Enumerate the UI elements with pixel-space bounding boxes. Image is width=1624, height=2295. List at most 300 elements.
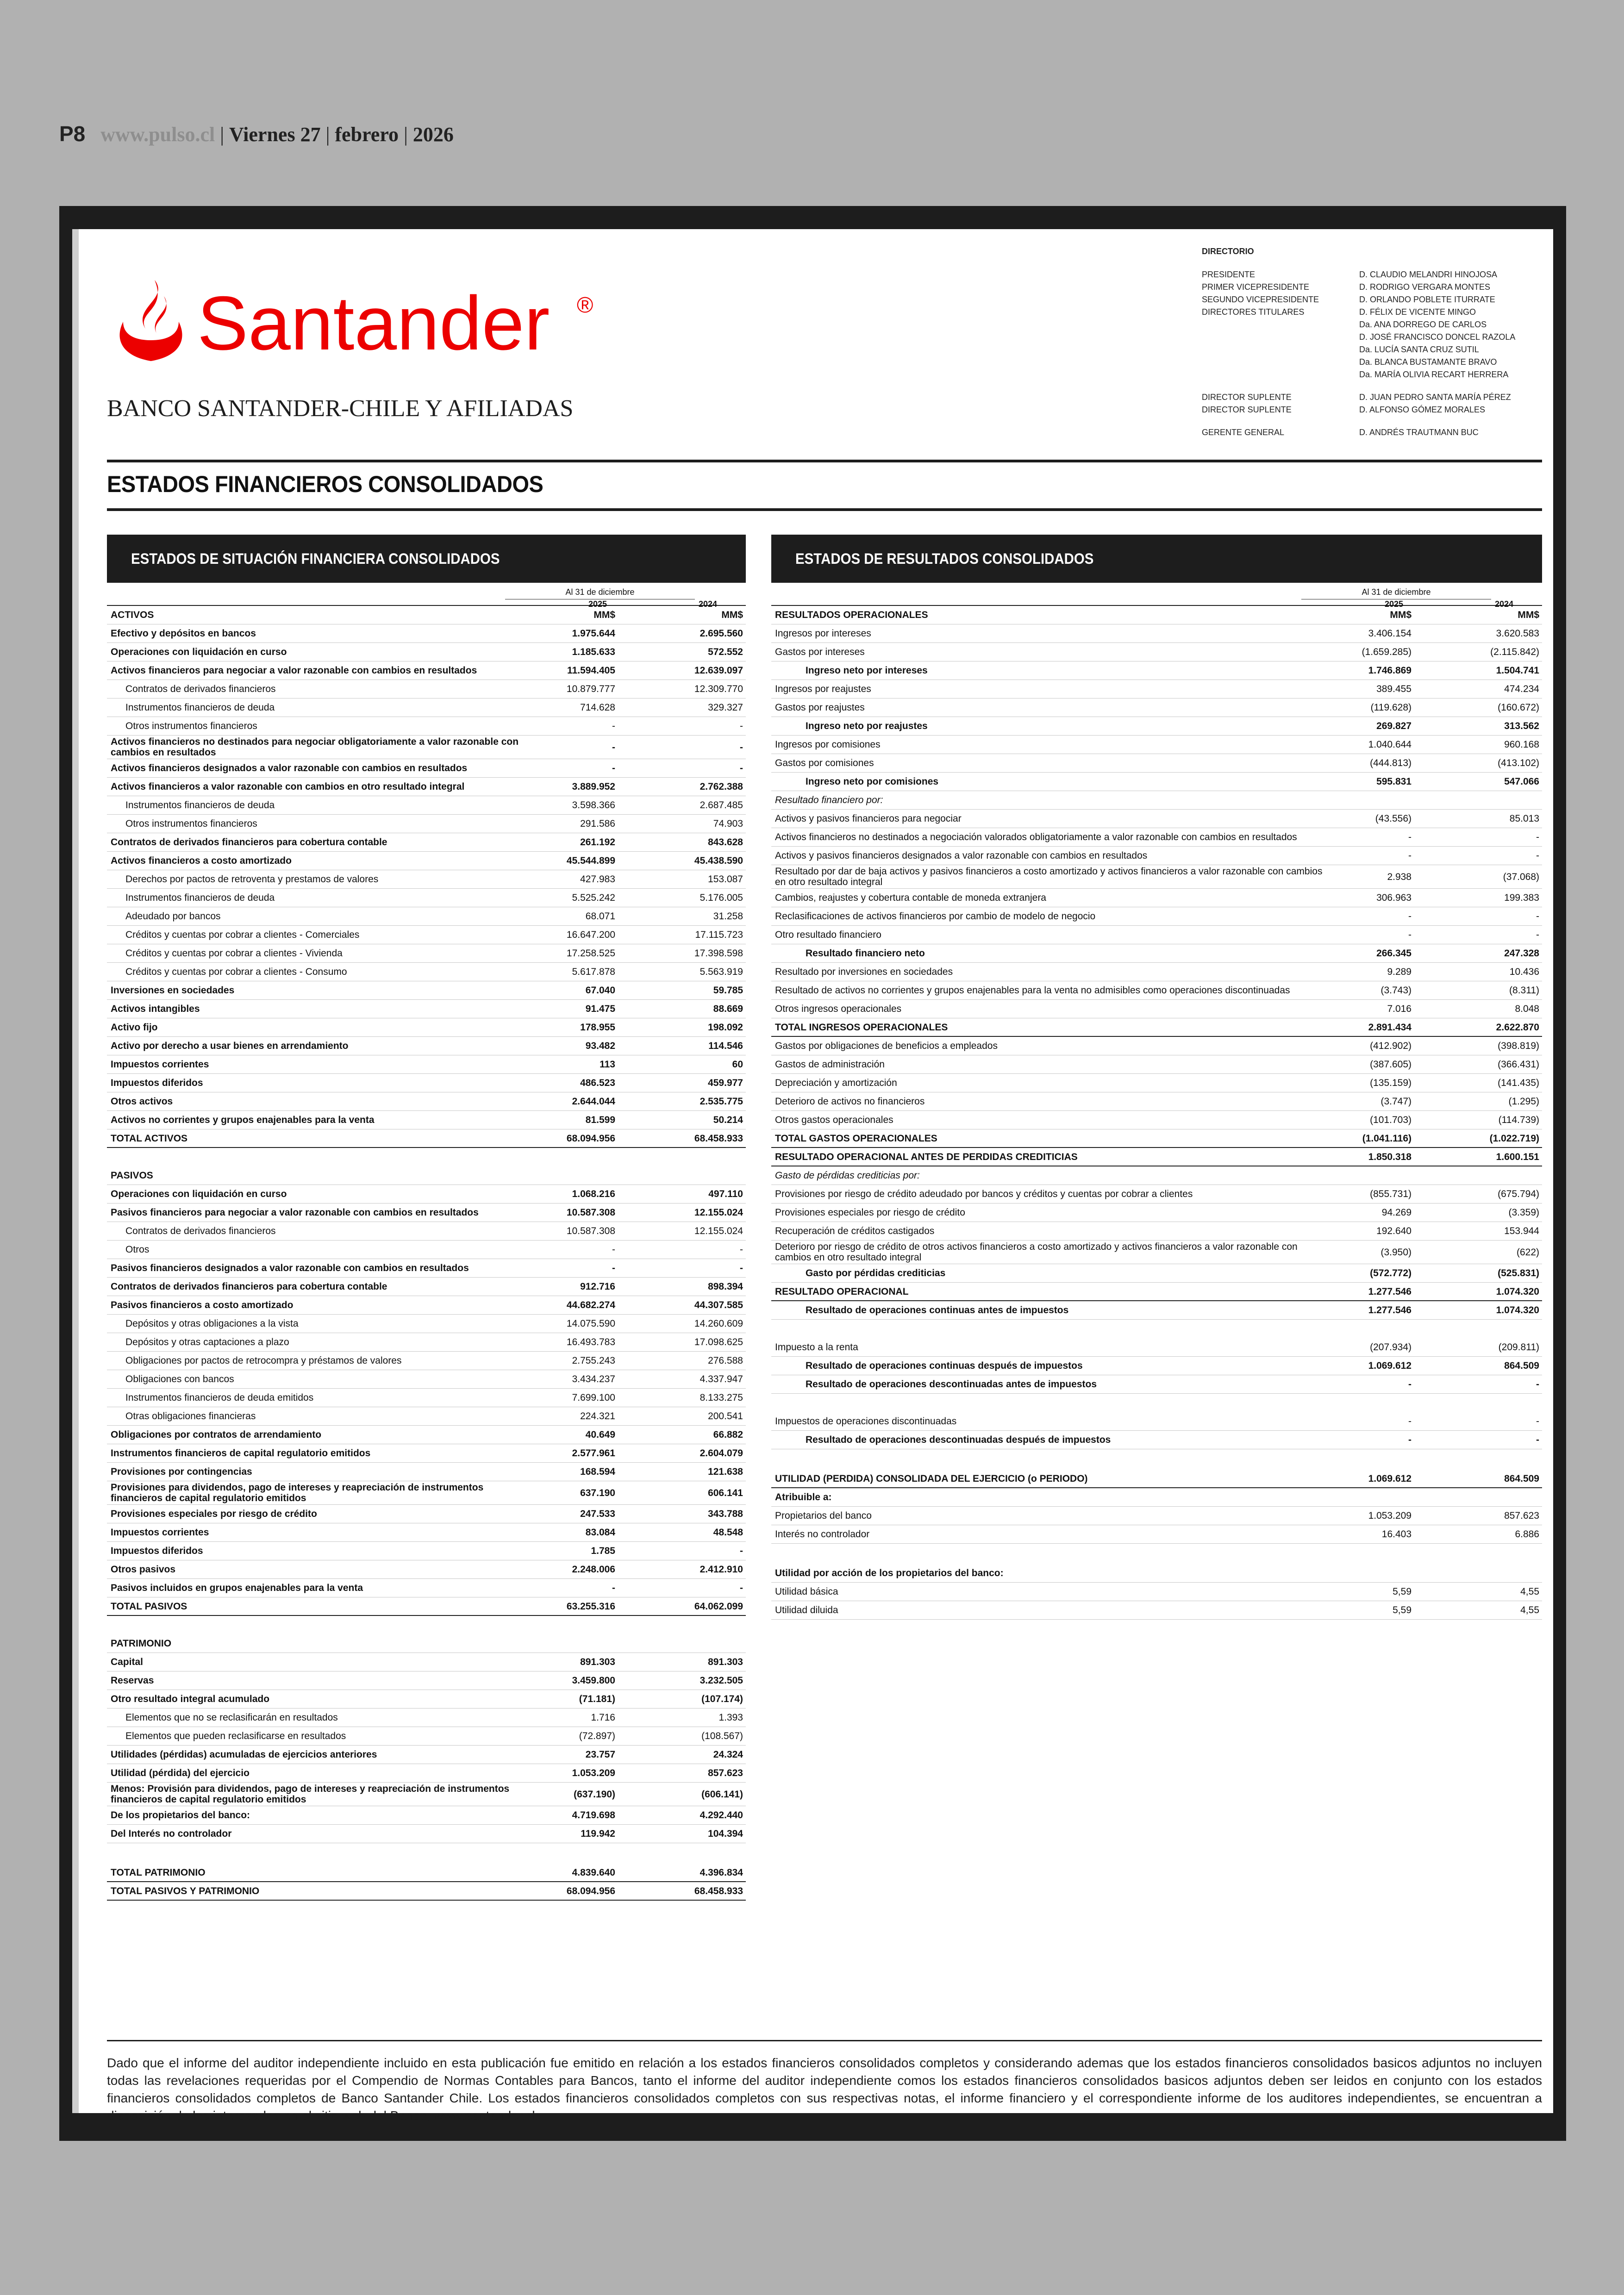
row-label: Gastos por comisiones xyxy=(775,758,874,768)
value-2025: 91.475 xyxy=(585,1004,615,1014)
balance-row xyxy=(107,717,746,736)
value-2025: (444.813) xyxy=(1370,758,1412,768)
value-2025: 1.068.216 xyxy=(572,1189,615,1199)
balance-row xyxy=(107,1653,746,1671)
results-row xyxy=(771,1185,1542,1204)
board-name: D. JUAN PEDRO SANTA MARÍA PÉREZ xyxy=(1359,393,1511,402)
balance-row xyxy=(107,1037,746,1055)
value-2025: 3.406.154 xyxy=(1368,628,1412,639)
results-row xyxy=(771,810,1542,828)
row-label: Instrumentos financieros de deuda xyxy=(125,800,275,811)
row-label: Instrumentos financieros de deuda xyxy=(125,702,275,713)
board-role: PRIMER VICEPRESIDENTE xyxy=(1202,282,1310,292)
row-label: Gastos por intereses xyxy=(775,647,865,657)
site-url: www.pulso.cl xyxy=(100,123,215,146)
row-label: Activos no corrientes y grupos enajenables para la venta xyxy=(111,1115,375,1125)
row-label: Del Interés no controlador xyxy=(111,1828,232,1839)
value-2024: 1.600.151 xyxy=(1496,1151,1539,1162)
value-2025: 44.682.274 xyxy=(566,1300,615,1310)
value-2024: 2.622.870 xyxy=(1496,1022,1539,1033)
period-label: Al 31 de diciembre xyxy=(505,587,695,599)
value-2025: (207.934) xyxy=(1370,1342,1412,1353)
value-2024: (1.022.719) xyxy=(1489,1133,1539,1144)
row-label: Operaciones con liquidación en curso xyxy=(111,1189,287,1199)
value-2025: (855.731) xyxy=(1370,1189,1412,1199)
row-label: Resultado financiero neto xyxy=(806,948,925,959)
row-label: RESULTADO OPERACIONAL xyxy=(775,1286,909,1297)
row-label: Otros pasivos xyxy=(111,1564,176,1575)
board-name: Da. MARÍA OLIVIA RECART HERRERA xyxy=(1359,370,1509,379)
value-2024: 4,55 xyxy=(1520,1586,1539,1597)
row-label: Créditos y cuentas por cobrar a clientes - Vivienda xyxy=(125,948,343,959)
row-label: Activos financieros a costo amortizado xyxy=(111,855,292,866)
value-2024: 17.398.598 xyxy=(694,948,743,959)
value-2025: 306.963 xyxy=(1376,892,1412,903)
row-label: Otros xyxy=(125,1244,150,1255)
results-row xyxy=(771,1000,1542,1018)
value-2024: - xyxy=(740,1546,743,1556)
value-2025: - xyxy=(612,1583,615,1593)
board-member xyxy=(1202,306,1517,318)
row-label: Provisiones por contingencias xyxy=(111,1466,252,1477)
row-label: Gastos por reajustes xyxy=(775,702,865,713)
board-name: D. RODRIGO VERGARA MONTES xyxy=(1359,282,1491,292)
value-2024: (160.672) xyxy=(1498,702,1539,713)
balance-row xyxy=(107,1481,746,1505)
balance-row xyxy=(107,1843,746,1864)
value-2024: (2.115.842) xyxy=(1490,647,1539,657)
balance-row xyxy=(107,1092,746,1111)
row-label: Otro resultado financiero xyxy=(775,929,881,940)
value-2024: (37.068) xyxy=(1503,871,1539,882)
balance-row xyxy=(107,759,746,778)
balance-row xyxy=(107,1746,746,1764)
value-2024: 48.548 xyxy=(713,1527,743,1538)
value-2025: 4.719.698 xyxy=(572,1810,615,1821)
value-2025: 269.827 xyxy=(1376,721,1412,731)
row-label: Reclasificaciones de activos financieros por cambio de modelo de negocio xyxy=(775,911,1096,922)
value-2024: MM$ xyxy=(721,610,743,620)
row-label: TOTAL GASTOS OPERACIONALES xyxy=(775,1133,937,1144)
value-2024: 153.087 xyxy=(708,874,743,885)
balance-row xyxy=(107,1505,746,1523)
row-label: Resultado de activos no corrientes y grupos enajenables para la venta no admisibles como operaciones discontinuadas xyxy=(775,985,1290,996)
row-label: RESULTADOS OPERACIONALES xyxy=(775,610,928,620)
row-label: Créditos y cuentas por cobrar a clientes - Consumo xyxy=(125,967,347,977)
value-2024: 4.292.440 xyxy=(700,1810,743,1821)
value-2024: (525.831) xyxy=(1498,1268,1539,1278)
row-label: Elementos que no se reclasificarán en resultados xyxy=(125,1712,338,1723)
value-2024: 104.394 xyxy=(708,1828,743,1839)
value-2025: 93.482 xyxy=(585,1041,615,1051)
row-label: Activo por derecho a usar bienes en arrendamiento xyxy=(111,1041,349,1051)
row-label: Activos y pasivos financieros designados a valor razonable con cambios en resultados xyxy=(775,850,1148,861)
row-label: RESULTADO OPERACIONAL ANTES DE PERDIDAS CREDITICIAS xyxy=(775,1151,1078,1162)
period-label: Al 31 de diciembre xyxy=(1301,587,1491,599)
value-2024: 200.541 xyxy=(708,1411,743,1422)
value-2024: 857.623 xyxy=(708,1768,743,1778)
balance-row xyxy=(107,1204,746,1222)
row-label: Menos: Provisión para dividendos, pago de intereses y reapreciación de instrumentos financieros de capital regulatorio emitidos xyxy=(111,1784,510,1805)
board-member xyxy=(1202,391,1517,404)
balance-row xyxy=(107,661,746,680)
value-2024: 153.944 xyxy=(1504,1226,1539,1236)
value-2024: 14.260.609 xyxy=(694,1318,743,1329)
value-2024: 8.048 xyxy=(1515,1004,1539,1014)
row-label: Impuesto a la renta xyxy=(775,1342,858,1353)
value-2024: 10.436 xyxy=(1509,967,1539,977)
value-2025: (101.703) xyxy=(1370,1115,1412,1125)
balance-row xyxy=(107,1542,746,1560)
row-label: Capital xyxy=(111,1657,144,1667)
row-label: Utilidad (pérdida) del ejercicio xyxy=(111,1768,250,1778)
row-label: De los propietarios del banco: xyxy=(111,1810,250,1821)
value-2024: 898.394 xyxy=(708,1281,743,1292)
balance-row xyxy=(107,944,746,963)
row-label: Impuestos diferidos xyxy=(111,1546,203,1556)
results-row xyxy=(771,736,1542,754)
value-2025: 1.069.612 xyxy=(1368,1473,1412,1484)
row-label: Otros ingresos operacionales xyxy=(775,1004,902,1014)
value-2024: 276.588 xyxy=(708,1355,743,1366)
value-2025: 4.839.640 xyxy=(572,1867,615,1878)
value-2024: 960.168 xyxy=(1504,739,1539,750)
value-2024: 8.133.275 xyxy=(700,1392,743,1403)
board-member xyxy=(1202,356,1517,368)
balance-sheet-panel xyxy=(107,535,746,1901)
value-2025: 2.644.044 xyxy=(572,1096,615,1107)
value-2025: 291.586 xyxy=(580,818,615,829)
board-member xyxy=(1202,343,1517,356)
row-label: Utilidad básica xyxy=(775,1586,838,1597)
value-2025: 40.649 xyxy=(585,1429,615,1440)
balance-row xyxy=(107,1111,746,1129)
balance-row xyxy=(107,1352,746,1370)
results-row xyxy=(771,1431,1542,1449)
value-2024: (108.567) xyxy=(701,1731,743,1741)
ad-paper xyxy=(72,229,1553,2123)
row-label: Otros gastos operacionales xyxy=(775,1115,893,1125)
results-row xyxy=(771,865,1542,889)
row-label: Resultado financiero por: xyxy=(775,795,883,805)
row-label: Depósitos y otras obligaciones a la vista xyxy=(125,1318,299,1329)
results-row xyxy=(771,1564,1542,1583)
value-2024: 5.176.005 xyxy=(700,892,743,903)
value-2024: (606.141) xyxy=(701,1789,743,1800)
row-label: Activos financieros para negociar a valor razonable con cambios en resultados xyxy=(111,665,477,676)
value-2024: (141.435) xyxy=(1498,1078,1539,1088)
value-2024: 17.115.723 xyxy=(695,929,743,940)
value-2025: - xyxy=(612,1244,615,1255)
row-label: Obligaciones por contratos de arrendamiento xyxy=(111,1429,322,1440)
results-row xyxy=(771,717,1542,736)
value-2025: 17.258.525 xyxy=(566,948,615,959)
santander-logo xyxy=(105,271,595,370)
row-label: Resultado por dar de baja activos y pasivos financieros a costo amortizado y activos financieros a valor razonable con cambios en otro resultado integral xyxy=(775,866,1323,887)
balance-row xyxy=(107,1783,746,1806)
value-2025: 10.879.777 xyxy=(566,684,615,694)
value-2025: (135.159) xyxy=(1370,1078,1412,1088)
value-2024: 1.074.320 xyxy=(1496,1286,1539,1297)
value-2024: - xyxy=(1536,1379,1539,1390)
balance-period-header xyxy=(107,586,746,609)
value-2025: 1.277.546 xyxy=(1368,1305,1412,1316)
results-row xyxy=(771,791,1542,810)
balance-row xyxy=(107,1560,746,1579)
value-2024: 2.695.560 xyxy=(700,628,743,639)
year-2025: 2025 xyxy=(1384,599,1404,609)
row-label: PATRIMONIO xyxy=(111,1638,172,1649)
row-label: Efectivo y depósitos en bancos xyxy=(111,628,256,639)
row-label: Ingresos por reajustes xyxy=(775,684,871,694)
value-2025: (3.950) xyxy=(1380,1247,1412,1258)
divider xyxy=(107,460,1542,462)
board-name: D. ALFONSO GÓMEZ MORALES xyxy=(1359,405,1486,414)
board-member xyxy=(1202,404,1517,416)
value-2025: 2.577.961 xyxy=(572,1448,615,1459)
income-statement-title: ESTADOS DE RESULTADOS CONSOLIDADOS xyxy=(771,535,1542,583)
board-member xyxy=(1202,268,1517,281)
value-2025: (387.605) xyxy=(1370,1059,1412,1070)
row-label: Contratos de derivados financieros para cobertura contable xyxy=(111,837,387,848)
value-2024: 497.110 xyxy=(708,1189,743,1199)
results-row xyxy=(771,1394,1542,1412)
value-2025: 486.523 xyxy=(580,1078,615,1088)
header-year: 2026 xyxy=(412,123,454,146)
results-row xyxy=(771,1204,1542,1222)
value-2024: 3.620.583 xyxy=(1496,628,1539,639)
row-label: Impuestos diferidos xyxy=(111,1078,203,1088)
row-label: Activo fijo xyxy=(111,1022,158,1033)
results-row xyxy=(771,1375,1542,1394)
value-2024: 60 xyxy=(732,1059,743,1070)
value-2025: (637.190) xyxy=(574,1789,615,1800)
balance-row xyxy=(107,1671,746,1690)
results-row xyxy=(771,1544,1542,1564)
value-2024: (398.819) xyxy=(1498,1041,1539,1051)
row-label: TOTAL PASIVOS xyxy=(111,1601,187,1612)
row-label: Impuestos de operaciones discontinuadas xyxy=(775,1416,957,1427)
results-row xyxy=(771,944,1542,963)
row-label: Ingreso neto por intereses xyxy=(806,665,928,676)
balance-row xyxy=(107,1000,746,1018)
value-2025: (119.628) xyxy=(1370,702,1412,713)
row-label: Otros activos xyxy=(111,1096,173,1107)
value-2025: 247.533 xyxy=(580,1509,615,1519)
row-label: Provisiones para dividendos, pago de intereses y reapreciación de instrumentos financieros de capital regulatorio emitidos xyxy=(111,1482,484,1503)
results-row xyxy=(771,1338,1542,1357)
value-2025: 2.938 xyxy=(1387,871,1412,882)
ad-frame xyxy=(59,206,1566,2141)
row-label: Impuestos corrientes xyxy=(111,1059,209,1070)
row-label: Pasivos incluidos en grupos enajenables para la venta xyxy=(111,1583,363,1593)
balance-row xyxy=(107,778,746,796)
row-label: Instrumentos financieros de capital regulatorio emitidos xyxy=(111,1448,371,1459)
page-header: P8 www.pulso.cl | Viernes 27 | febrero | 2026 xyxy=(59,122,454,146)
row-label: TOTAL ACTIVOS xyxy=(111,1133,188,1144)
balance-row xyxy=(107,1463,746,1481)
paper-edge xyxy=(72,229,79,2113)
value-2025: 5.617.878 xyxy=(572,967,615,977)
results-row xyxy=(771,1148,1542,1166)
board-member xyxy=(1202,281,1517,293)
results-row xyxy=(771,1601,1542,1620)
row-label: Adeudado por bancos xyxy=(125,911,221,922)
row-label: Obligaciones por pactos de retrocompra y préstamos de valores xyxy=(125,1355,402,1366)
board-member xyxy=(1202,331,1517,343)
results-row xyxy=(771,847,1542,865)
row-label: Operaciones con liquidación en curso xyxy=(111,647,287,657)
value-2024: 66.882 xyxy=(713,1429,743,1440)
value-2024: (107.174) xyxy=(701,1694,743,1704)
value-2025: 1.277.546 xyxy=(1368,1286,1412,1297)
row-label: Gastos de administración xyxy=(775,1059,885,1070)
row-label: Provisiones por riesgo de crédito adeudado por bancos y créditos y cuentas por cobrar a clientes xyxy=(775,1189,1193,1199)
results-row xyxy=(771,1320,1542,1338)
board-groups xyxy=(1202,268,1517,439)
value-2024: (413.102) xyxy=(1498,758,1539,768)
value-2025: 94.269 xyxy=(1381,1207,1412,1218)
balance-row xyxy=(107,963,746,981)
value-2024: 313.562 xyxy=(1504,721,1539,731)
value-2025: - xyxy=(1408,832,1412,842)
value-2025: 637.190 xyxy=(580,1487,615,1498)
balance-row xyxy=(107,643,746,661)
value-2025: (3.743) xyxy=(1380,985,1412,996)
row-label: Utilidad diluida xyxy=(775,1605,838,1615)
results-row xyxy=(771,1507,1542,1525)
value-2024: - xyxy=(740,1244,743,1255)
balance-row xyxy=(107,1806,746,1825)
value-2024: 2.535.775 xyxy=(700,1096,743,1107)
balance-row xyxy=(107,1825,746,1843)
value-2024: 68.458.933 xyxy=(694,1133,743,1144)
value-2024: 12.639.097 xyxy=(694,665,743,676)
value-2025: 16.647.200 xyxy=(566,929,615,940)
value-2025: 23.757 xyxy=(585,1749,615,1760)
results-row xyxy=(771,773,1542,791)
board-role: DIRECTOR SUPLENTE xyxy=(1202,405,1292,414)
board-member xyxy=(1202,426,1517,439)
value-2024: 68.458.933 xyxy=(694,1885,743,1896)
value-2024: - xyxy=(1536,929,1539,940)
row-label: Activos financieros designados a valor razonable con cambios en resultados xyxy=(111,763,468,773)
row-label: Inversiones en sociedades xyxy=(111,985,235,996)
row-label: Gasto de pérdidas crediticias por: xyxy=(775,1170,920,1181)
results-period-header xyxy=(771,586,1542,609)
value-2025: 11.594.405 xyxy=(567,665,615,676)
value-2025: 68.094.956 xyxy=(566,1133,615,1144)
value-2025: - xyxy=(612,763,615,773)
value-2024: - xyxy=(1536,1434,1539,1445)
value-2024: 572.552 xyxy=(708,647,743,657)
row-label: Ingresos por intereses xyxy=(775,628,871,639)
balance-row xyxy=(107,815,746,833)
value-2024: 329.327 xyxy=(708,702,743,713)
board-member xyxy=(1202,318,1517,331)
value-2025: (43.556) xyxy=(1375,813,1412,824)
results-row xyxy=(771,643,1542,661)
value-2025: (3.747) xyxy=(1380,1096,1412,1107)
value-2024: 864.509 xyxy=(1504,1473,1539,1484)
balance-row xyxy=(107,1241,746,1259)
balance-row xyxy=(107,1579,746,1597)
row-label: TOTAL PASIVOS Y PATRIMONIO xyxy=(111,1885,260,1896)
value-2025: 1.975.644 xyxy=(572,628,615,639)
value-2025: 192.640 xyxy=(1376,1226,1412,1236)
value-2024: 198.092 xyxy=(708,1022,743,1033)
balance-row xyxy=(107,852,746,870)
results-row xyxy=(771,1074,1542,1092)
balance-row xyxy=(107,1018,746,1037)
row-label: Resultado por inversiones en sociedades xyxy=(775,967,953,977)
row-label: Reservas xyxy=(111,1675,154,1686)
board-name: D. ORLANDO POBLETE ITURRATE xyxy=(1359,295,1495,304)
results-row xyxy=(771,1283,1542,1301)
value-2025: (572.772) xyxy=(1370,1268,1412,1278)
row-label: Otras obligaciones financieras xyxy=(125,1411,256,1422)
row-label: Deterioro de activos no financieros xyxy=(775,1096,925,1107)
row-label: Contratos de derivados financieros para cobertura contable xyxy=(111,1281,387,1292)
results-row xyxy=(771,981,1542,1000)
logo-wordmark: Santander xyxy=(197,281,550,366)
value-2024: 474.234 xyxy=(1504,684,1539,694)
auditor-note: Dado que el informe del auditor independiente incluido en esta publicación fue emitido en relación a los estados financieros consolidados completos y considerando ademas que los estados financieros consolidados basicos adjuntos no incluyen todas las revelaciones requeridas por el Compendio de Normas Contables para Bancos, tanto el informe del auditor independiente comos los estados financieros consolidados basicos adjuntos deben ser leidos en conjunto con los estados financieros consolidados completos de Banco Santander Chile. Los estados financieros consolidados completos con sus respectivas notas, el informe financiero y el correspondiente informe de los auditores independientes, se encuentran a disposición de los interesados en el sitio web del Banco, www.santander.cl. xyxy=(107,2040,1542,2125)
balance-row xyxy=(107,1523,746,1542)
row-label: Resultado de operaciones descontinuadas después de impuestos xyxy=(806,1434,1111,1445)
value-2025: (72.897) xyxy=(579,1731,615,1741)
value-2025: 16.403 xyxy=(1381,1529,1412,1540)
value-2025: MM$ xyxy=(593,610,615,620)
board-name: Da. ANA DORREGO DE CARLOS xyxy=(1359,320,1487,329)
results-row xyxy=(771,1166,1542,1185)
results-row xyxy=(771,907,1542,926)
value-2024: (366.431) xyxy=(1498,1059,1539,1070)
flame-icon xyxy=(105,271,595,368)
value-2024: 843.628 xyxy=(708,837,743,848)
balance-row xyxy=(107,1055,746,1074)
value-2025: 1.053.209 xyxy=(1368,1510,1412,1521)
header-day: Viernes 27 xyxy=(229,123,321,146)
row-label: Otro resultado integral acumulado xyxy=(111,1694,270,1704)
value-2024: 45.438.590 xyxy=(694,855,743,866)
balance-row xyxy=(107,1864,746,1882)
results-row xyxy=(771,1092,1542,1111)
row-label: Activos financieros a valor razonable con cambios en otro resultado integral xyxy=(111,781,465,792)
value-2024: 12.155.024 xyxy=(694,1226,743,1236)
board-role: GERENTE GENERAL xyxy=(1202,428,1285,437)
page-number: P8 xyxy=(59,122,86,146)
row-label: TOTAL PATRIMONIO xyxy=(111,1867,206,1878)
value-2024: 857.623 xyxy=(1504,1510,1539,1521)
value-2024: 4,55 xyxy=(1520,1605,1539,1615)
results-row xyxy=(771,963,1542,981)
board-member xyxy=(1202,293,1517,306)
board-name: Da. BLANCA BUSTAMANTE BRAVO xyxy=(1359,357,1497,367)
value-2025: 3.598.366 xyxy=(572,800,615,811)
results-row xyxy=(771,661,1542,680)
value-2024: 199.383 xyxy=(1504,892,1539,903)
row-label: Resultado de operaciones descontinuadas antes de impuestos xyxy=(806,1379,1097,1390)
value-2024: 24.324 xyxy=(713,1749,743,1760)
value-2025: 261.192 xyxy=(580,837,615,848)
balance-row xyxy=(107,1222,746,1241)
spacer xyxy=(1202,416,1517,426)
value-2025: 68.094.956 xyxy=(566,1885,615,1896)
row-label: Atribuible a: xyxy=(775,1492,832,1503)
results-row xyxy=(771,828,1542,847)
income-statement-table xyxy=(771,605,1542,1620)
